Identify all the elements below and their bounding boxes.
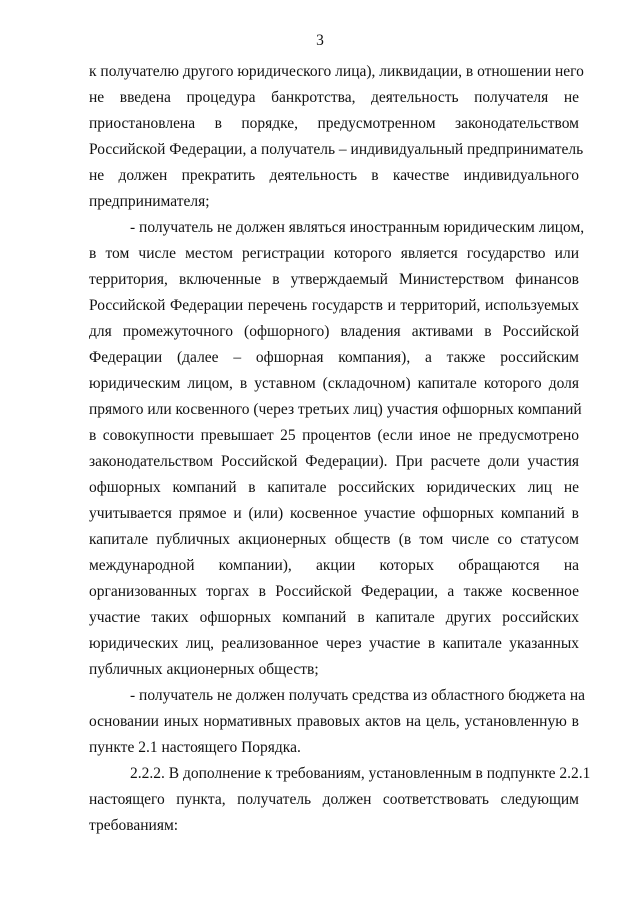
text-line: участие таких офшорных компаний в капитале других российских: [89, 609, 579, 626]
text-line: не должен прекратить деятельность в качестве индивидуального: [89, 167, 579, 184]
text-line: приостановлена в порядке, предусмотренном законодательством: [89, 115, 579, 132]
text-line: 2.2.2. В дополнение к требованиям, установленным в подпункте 2.2.1: [130, 765, 591, 782]
text-line: пункте 2.1 настоящего Порядка.: [89, 739, 301, 756]
text-line: территория, включенные в утверждаемый Министерством финансов: [89, 271, 579, 288]
text-line: юридическим лицом, в уставном (складочном) капитале которого доля: [89, 375, 579, 392]
text-line: в том числе местом регистрации которого является государство или: [89, 245, 579, 262]
text-line: публичных акционерных обществ;: [89, 661, 319, 678]
text-line: офшорных компаний в капитале российских юридических лиц не: [89, 479, 579, 496]
text-line: международной компании), акции которых обращаются на: [89, 557, 579, 574]
text-line: - получатель не должен являться иностранным юридическим лицом,: [130, 219, 585, 236]
text-line: для промежуточного (офшорного) владения активами в Российской: [89, 323, 579, 340]
text-line: Российской Федерации, а получатель – индивидуальный предприниматель: [89, 141, 584, 158]
text-line: к получателю другого юридического лица), ликвидации, в отношении него: [89, 63, 584, 80]
text-line: законодательством Российской Федерации). При расчете доли участия: [89, 453, 579, 470]
text-line: требованиям:: [89, 817, 179, 834]
text-line: настоящего пункта, получатель должен соответствовать следующим: [89, 791, 579, 808]
text-line: учитывается прямое и (или) косвенное участие офшорных компаний в: [89, 505, 579, 522]
text-line: Российской Федерации перечень государств и территорий, используемых: [89, 297, 579, 314]
page-number: 3: [316, 32, 324, 49]
text-line: прямого или косвенного (через третьих лиц) участия офшорных компаний: [89, 401, 582, 418]
text-line: организованных торгах в Российской Федерации, а также косвенное: [89, 583, 579, 600]
text-line: - получатель не должен получать средства из областного бюджета на: [130, 687, 586, 704]
text-line: юридических лиц, реализованное через участие в капитале указанных: [89, 635, 579, 652]
text-line: предпринимателя;: [89, 193, 210, 210]
text-line: в совокупности превышает 25 процентов (если иное не предусмотрено: [89, 427, 579, 444]
text-line: основании иных нормативных правовых актов на цель, установленную в: [89, 713, 579, 730]
text-line: капитале публичных акционерных обществ (в том числе со статусом: [89, 531, 579, 548]
text-line: не введена процедура банкротства, деятельность получателя не: [89, 89, 579, 106]
text-line: Федерации (далее – офшорная компания), а также российским: [89, 349, 579, 366]
